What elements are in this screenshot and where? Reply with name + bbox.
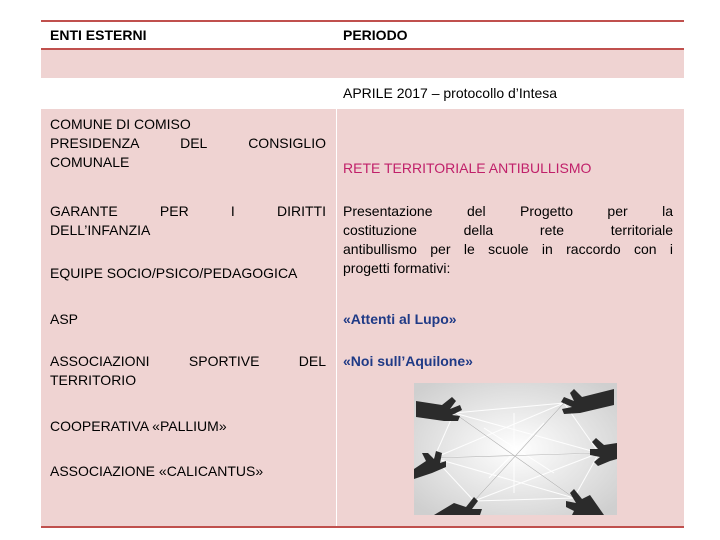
entity-comune bbox=[50, 115, 326, 172]
entity-garante-line2: DELL’INFANZIA bbox=[50, 222, 151, 238]
project-noi-sull-aquilone: «Noi sull’Aquilone» bbox=[343, 353, 473, 369]
header-periodo: PERIODO bbox=[343, 27, 408, 43]
entity-pallium: COOPERATIVA «PALLIUM» bbox=[50, 418, 227, 434]
header-enti-esterni: ENTI ESTERNI bbox=[50, 27, 147, 43]
entity-equipe: EQUIPE SOCIO/PSICO/PEDAGOGICA bbox=[50, 265, 298, 281]
entity-garante-line1: GARANTE PER I DIRITTI bbox=[50, 203, 326, 219]
presentation-line-3: antibullismo per le scuole in raccordo con i bbox=[343, 241, 673, 257]
bottom-rule bbox=[41, 526, 684, 528]
presentation-paragraph bbox=[343, 202, 673, 278]
presentation-line-4: progetti formativi: bbox=[343, 260, 451, 276]
entity-comune-line1: COMUNE DI COMISO bbox=[50, 116, 191, 132]
entity-associazioni-line1: ASSOCIAZIONI SPORTIVE DEL bbox=[50, 353, 326, 369]
entity-comune-line2: PRESIDENZA DEL CONSIGLIO bbox=[50, 135, 326, 151]
empty-band-row bbox=[41, 50, 684, 78]
presentation-line-2: costituzione della rete territoriale bbox=[343, 222, 673, 238]
reaching-hands-image bbox=[414, 383, 617, 515]
project-attenti-al-lupo: «Attenti al Lupo» bbox=[343, 311, 457, 327]
entity-associazioni-line2: TERRITORIO bbox=[50, 372, 137, 388]
entity-associazioni-sportive bbox=[50, 352, 326, 390]
top-rule bbox=[41, 20, 684, 22]
entity-comune-line3: COMUNALE bbox=[50, 154, 130, 170]
entity-garante bbox=[50, 202, 326, 240]
presentation-line-1: Presentazione del Progetto per la bbox=[343, 203, 673, 219]
column-divider bbox=[336, 109, 337, 526]
entity-calicantus: ASSOCIAZIONE «CALICANTUS» bbox=[50, 463, 264, 479]
entity-asp: ASP bbox=[50, 311, 79, 327]
period-text: APRILE 2017 – protocollo d’Intesa bbox=[343, 85, 558, 101]
network-title: RETE TERRITORIALE ANTIBULLISMO bbox=[343, 160, 592, 176]
reaching-hands-network-icon bbox=[414, 383, 617, 515]
